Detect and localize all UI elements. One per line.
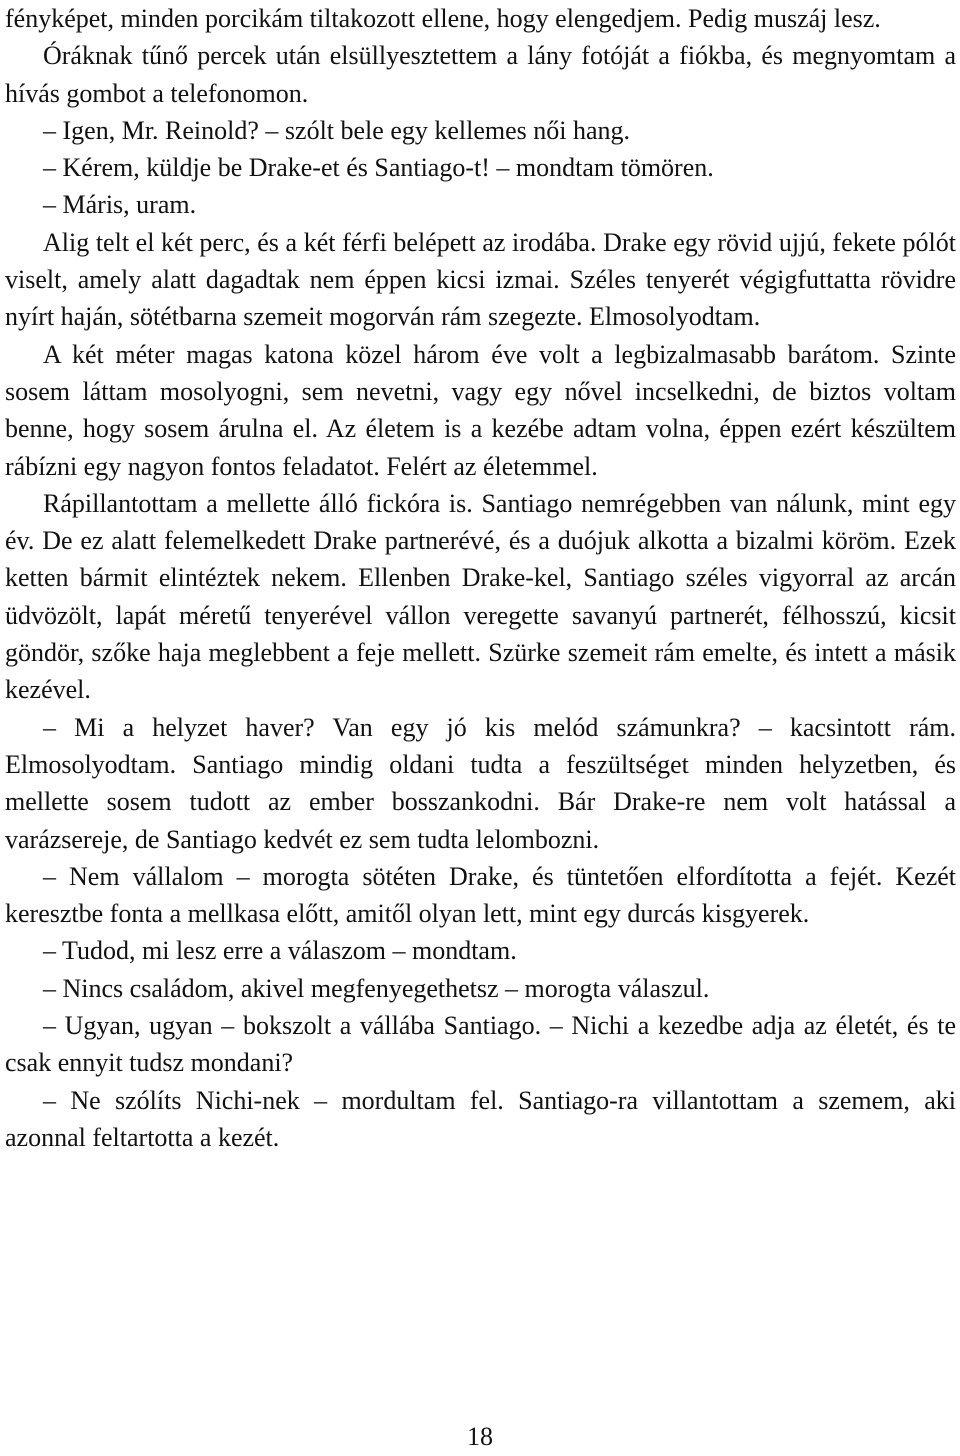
dialogue-line: – Máris, uram. — [43, 190, 197, 220]
dialogue-line: – Mi a helyzet haver? Van egy jó kis melód számunkra? – kacsintott rám. Elmosolyodtam. Santiago mindig oldani tudta a feszültséget minden helyzetben, és mellette sosem tudott az ember bosszankodni. Bár Drake-re nem volt hatással a varázsereje, de Santiago kedvét ez sem tudta lelombozni. — [5, 712, 956, 854]
dialogue-line: – Ne szólíts Nichi-nek – mordultam fel. Santiago-ra villantottam a szemem, aki azonnal feltartotta a kezét. — [5, 1085, 956, 1152]
dialogue-line: – Tudod, mi lesz erre a válaszom – mondtam. — [43, 936, 517, 966]
dialogue-line: – Ugyan, ugyan – bokszolt a vállába Santiago. – Nichi a kezedbe adja az életét, és te csak ennyit tudsz mondani? — [5, 1011, 956, 1078]
dialogue-line: – Kérem, küldje be Drake-et és Santiago-t! – mondtam tömören. — [43, 153, 714, 183]
paragraph: Óráknak tűnő percek után elsüllyesztettem a lány fotóját a fiókba, és megnyomtam a hívás gombot a telefonomon. — [5, 41, 956, 108]
paragraph: A két méter magas katona közel három éve volt a legbizalmasabb barátom. Szinte sosem láttam mosolyogni, sem nevetni, vagy egy nővel incselkedni, de biztos voltam benne, hogy sosem árulna el. Az életem is a kezébe adtam volna, éppen ezért készültem rábízni egy nagyon fontos feladatot. Felért az életemmel. — [5, 339, 956, 481]
paragraph-continued: fényképet, minden porcikám tiltakozott ellene, hogy elengedjem. Pedig muszáj lesz. — [5, 4, 881, 33]
dialogue-line: – Nem vállalom – morogta sötéten Drake, és tüntetően elfordította a fejét. Kezét keresztbe fonta a mellkasa előtt, amitől olyan lett, mint egy durcás kisgyerek. — [5, 861, 956, 929]
paragraph: Rápillantottam a mellette álló fickóra is. Santiago nemrégebben van nálunk, mint egy év. De ez alatt felemelkedett Drake partnerévé, és a duójuk alkotta a bizalmi köröm. Ezek ketten bármit elintéztek nekem. Ellenben Drake-kel, Santiago széles vigyorral az arcán üdvözölt, lapát méretű tenyerével vállon veregette savanyú partnerét, félhosszú, kicsit göndör, szőke haja meglebbent a feje mellett. Szürke szemeit rám emelte, és intett a másik kezével. — [5, 488, 956, 705]
dialogue-line: – Nincs családom, akivel megfenyegethetsz – morogta válaszul. — [43, 973, 710, 1003]
page-number: 18 — [467, 1422, 493, 1451]
dialogue-line: – Igen, Mr. Reinold? – szólt bele egy kellemes női hang. — [43, 115, 631, 145]
book-page-body — [5, 0, 956, 1156]
paragraph: Alig telt el két perc, és a két férfi belépett az irodába. Drake egy rövid ujjú, fekete pólót viselt, amely alatt dagadtak nem éppen kicsi izmai. Széles tenyerét végigfuttatta rövidre nyírt haján, sötétbarna szemeit mogorván rám szegezte. Elmosolyodtam. — [5, 227, 956, 332]
